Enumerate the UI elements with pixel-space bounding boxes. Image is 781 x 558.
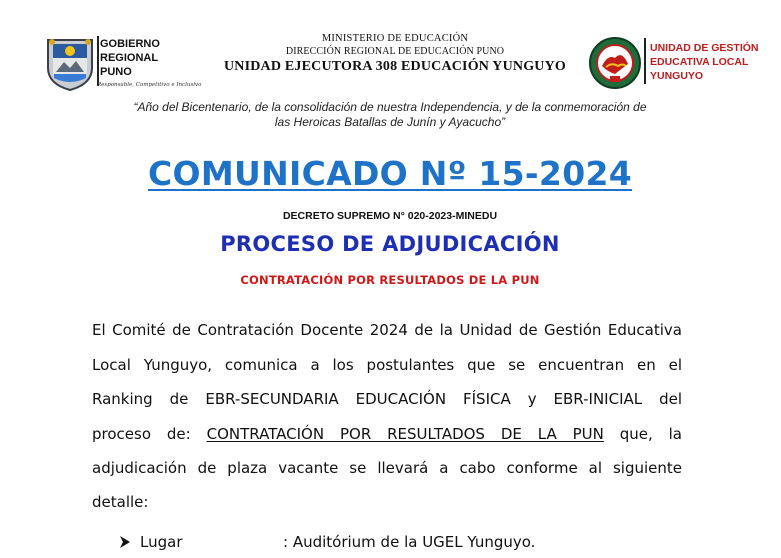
ugel-name — [650, 41, 780, 83]
ugel-yunguyo-logo — [588, 36, 642, 90]
body-line-2: Local Yunguyo, comunica a los postulantes que se encuentran en el — [92, 356, 682, 374]
decree-reference: DECRETO SUPREMO N° 020-2023-MINEDU — [282, 210, 498, 222]
gobierno-motto: Responsable, Competitivo e Inclusivo — [97, 82, 202, 88]
gobierno-line-1: GOBIERNO — [100, 38, 160, 50]
body-line-4-end: que, la — [619, 425, 682, 443]
gobierno-regional-name — [100, 37, 180, 79]
body-line-3: Ranking de EBR-SECUNDARIA EDUCACIÓN FÍSICA y EBR-INICIAL del — [92, 390, 682, 408]
arrow-bullet-icon — [118, 530, 132, 558]
document-title: COMUNICADO Nº 15-2024 — [148, 154, 632, 193]
body-line-5: adjudicación de plaza vacante se llevará a cabo conforme al siguiente — [92, 459, 682, 477]
detail-value-lugar: : Auditórium de la UGEL Yunguyo. — [283, 533, 536, 551]
regional-direction-name: DIRECCIÓN REGIONAL DE EDUCACIÓN PUNO — [285, 46, 505, 57]
detail-label-lugar: Lugar — [140, 533, 183, 551]
process-name-underlined: CONTRATACIÓN POR RESULTADOS DE LA PUN — [206, 425, 604, 443]
ministry-name: MINISTERIO DE EDUCACIÓN — [321, 33, 469, 44]
executing-unit-name: UNIDAD EJECUTORA 308 EDUCACIÓN YUNGUYO — [223, 59, 567, 74]
body-line-4-start: proceso de: — [92, 425, 191, 443]
year-motto-line-2: las Heroicas Batallas de Junín y Ayacucho” — [274, 115, 506, 129]
body-line-1: El Comité de Contratación Docente 2024 de la Unidad de Gestión Educativa — [92, 321, 682, 339]
ugel-line-1: UNIDAD DE GESTIÓN — [650, 42, 759, 54]
year-motto-line-1: “Año del Bicentenario, de la consolidación de nuestra Independencia, y de la conmemoración de — [133, 100, 647, 114]
contracting-subtitle: CONTRATACIÓN POR RESULTADOS DE LA PUN — [240, 273, 540, 287]
header-divider-left — [97, 36, 99, 86]
body-line-4 — [92, 422, 682, 446]
body-line-6: detalle: — [92, 493, 149, 511]
ugel-line-3: YUNGUYO — [650, 70, 704, 82]
gobierno-regional-logo — [44, 34, 96, 92]
gobierno-line-2: REGIONAL — [100, 52, 159, 64]
ugel-line-2: EDUCATIVA LOCAL — [650, 56, 749, 68]
header-divider-right — [644, 38, 646, 84]
process-subtitle: PROCESO DE ADJUDICACIÓN — [220, 232, 560, 256]
gobierno-line-3: PUNO — [100, 66, 132, 78]
